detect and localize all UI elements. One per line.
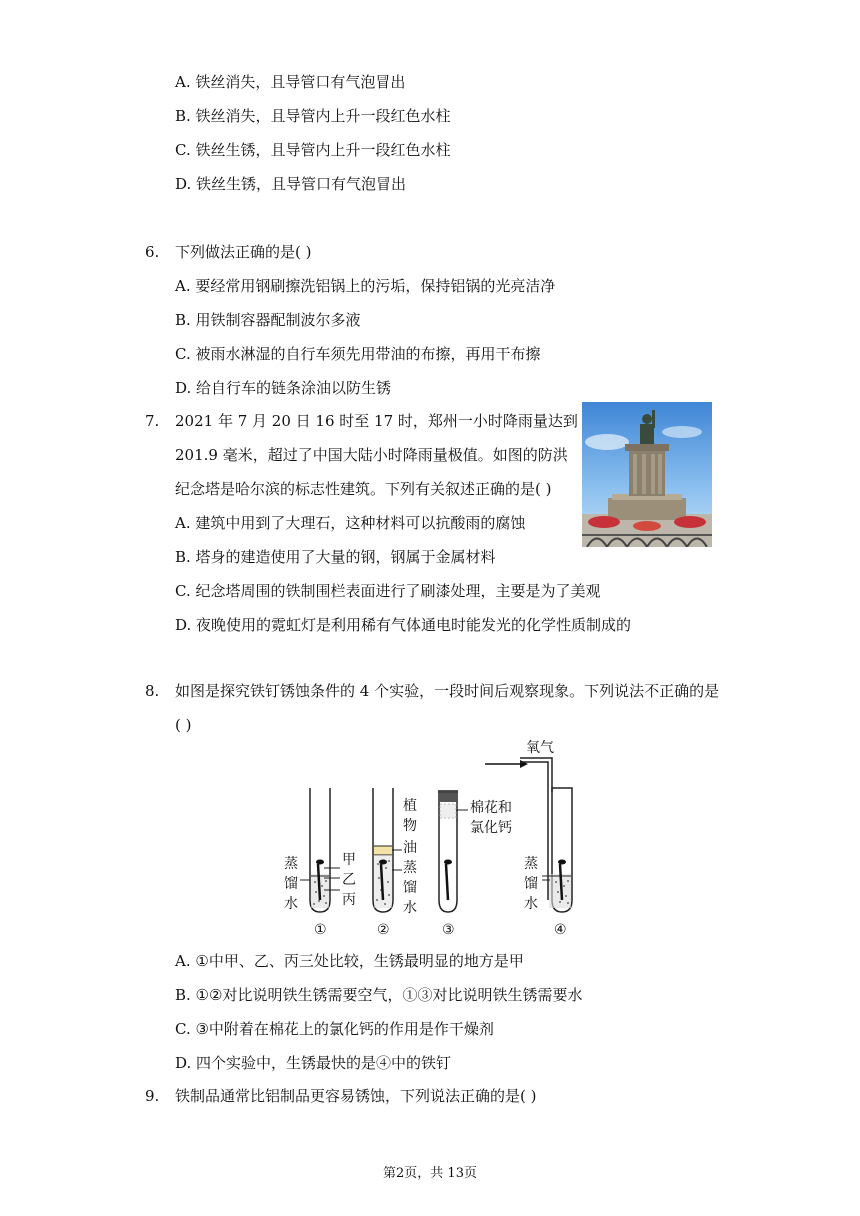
label-oxygen: 氧气 — [526, 740, 554, 756]
q7-option-c: C. 纪念塔周围的铁制围栏表面进行了刷漆处理，主要是为了美观 — [175, 582, 601, 600]
q9-number: 9. — [145, 1087, 160, 1105]
q7-stem-line-2: 201.9 毫米，超过了中国大陆小时降雨量极值。如图的防洪 — [175, 446, 568, 464]
q8-stem-line-2: ( ) — [175, 716, 192, 734]
q7-number: 7. — [145, 412, 160, 430]
label-tube-1: ① — [314, 922, 327, 938]
q8-option-c: C. ③中附着在棉花上的氯化钙的作用是作干燥剂 — [175, 1020, 494, 1038]
label-oil-2: 物 — [403, 818, 417, 834]
q8-stem-line-1: 如图是探究铁钉锈蚀条件的 4 个实验，一段时间后观察现象。下列说法不正确的是 — [175, 682, 720, 700]
label-marker-jia: 甲 — [342, 852, 356, 868]
q6-option-c: C. 被雨水淋湿的自行车须先用带油的布擦，再用干布擦 — [175, 345, 541, 363]
q8-option-b: B. ①②对比说明铁生锈需要空气，①③对比说明铁生锈需要水 — [175, 986, 583, 1004]
q7-option-a: A. 建筑中用到了大理石，这种材料可以抗酸雨的腐蚀 — [175, 514, 526, 532]
monument-photo-svg — [582, 402, 712, 547]
q8-option-a: A. ①中甲、乙、丙三处比较，生锈最明显的地方是甲 — [175, 952, 524, 970]
label-oil-3: 油 — [403, 840, 417, 856]
q8-number: 8. — [145, 682, 160, 700]
label-tube-4: ④ — [554, 922, 567, 938]
rust-experiment-figure — [280, 740, 600, 940]
label-marker-bing: 丙 — [342, 892, 356, 908]
q9-stem: 铁制品通常比铝制品更容易锈蚀，下列说法正确的是( ) — [175, 1087, 537, 1105]
q7-stem-line-3: 纪念塔是哈尔滨的标志性建筑。下列有关叙述正确的是( ) — [175, 480, 552, 498]
q7-option-b: B. 塔身的建造使用了大量的钢，钢属于金属材料 — [175, 548, 496, 566]
label-cotton-2: 氯化钙 — [470, 820, 512, 836]
label-water2-3: 水 — [403, 900, 417, 916]
label-water4-1: 蒸 — [524, 856, 538, 872]
label-oil-1: 植 — [403, 798, 417, 814]
label-water1-1: 蒸 — [284, 856, 298, 872]
q8-option-d: D. 四个实验中，生锈最快的是④中的铁钉 — [175, 1054, 452, 1072]
label-water2-2: 馏 — [403, 880, 417, 896]
q5-option-d: D. 铁丝生锈，且导管口有气泡冒出 — [175, 175, 407, 193]
label-water4-3: 水 — [524, 896, 538, 912]
label-water1-2: 馏 — [284, 876, 298, 892]
q5-option-b: B. 铁丝消失，且导管内上升一段红色水柱 — [175, 107, 451, 125]
q5-option-c: C. 铁丝生锈，且导管内上升一段红色水柱 — [175, 141, 451, 159]
q6-number: 6. — [145, 243, 160, 261]
tube-1 — [300, 788, 340, 912]
q6-option-a: A. 要经常用钢刷擦洗铝锅上的污垢，保持铝锅的光亮洁净 — [175, 277, 556, 295]
label-cotton-1: 棉花和 — [470, 800, 512, 816]
label-water4-2: 馏 — [524, 876, 538, 892]
label-tube-2: ② — [377, 922, 390, 938]
tube-2 — [373, 788, 402, 912]
q5-option-a: A. 铁丝消失，且导管口有气泡冒出 — [175, 73, 406, 91]
monument-photo — [582, 402, 712, 547]
label-water2-1: 蒸 — [403, 860, 417, 876]
q6-option-d: D. 给自行车的链条涂油以防生锈 — [175, 379, 392, 397]
q7-option-d: D. 夜晚使用的霓虹灯是利用稀有气体通电时能发光的化学性质制成的 — [175, 616, 632, 634]
rust-experiment-svg — [280, 740, 600, 940]
q6-stem: 下列做法正确的是( ) — [175, 243, 312, 261]
label-water1-3: 水 — [284, 896, 298, 912]
label-tube-3: ③ — [442, 922, 455, 938]
page-footer: 第2页，共 13页 — [383, 1166, 477, 1181]
q7-stem-line-1: 2021 年 7 月 20 日 16 时至 17 时，郑州一小时降雨量达到 — [175, 412, 578, 430]
label-marker-yi: 乙 — [342, 872, 356, 888]
q6-option-b: B. 用铁制容器配制波尔多液 — [175, 311, 361, 329]
tube-3 — [438, 790, 468, 912]
